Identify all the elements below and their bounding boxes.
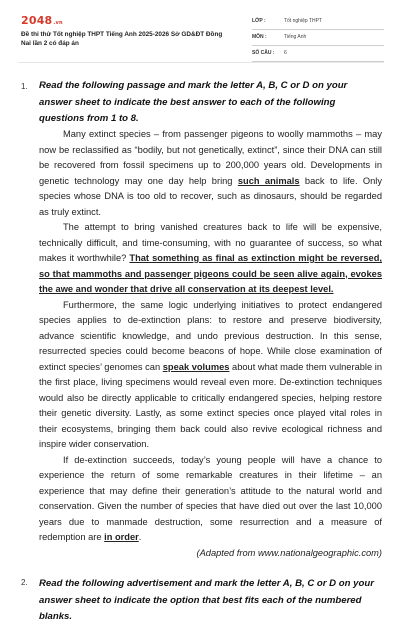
exam-meta-table: [252, 14, 384, 62]
passage-text: Many extinct species – from passenger pigeons to woolly mammoths – may now be reclassified as “bodily, but not genetically, extinct”, since their DNA can still be recovered from fossil specimens up to 200,000 years old. Developments in genetic technology may one day help bring: [39, 129, 382, 186]
passage-text: .: [138, 532, 142, 542]
passage-paragraph: [39, 453, 382, 546]
document-title: Đề thi thử Tốt nghiệp THPT Tiếng Anh 2025-2026 Sở GD&ĐT Đồng Nai lần 2 có đáp án: [21, 31, 223, 47]
page-header: [0, 0, 400, 60]
meta-value: Tiếng Anh: [284, 34, 307, 40]
underlined-phrase: in order: [104, 532, 139, 542]
logo-text: 2048: [21, 14, 53, 27]
question-instruction: Read the following advertisement and mark the letter A, B, C or D on your answer sheet to indicate the option that best fits each of the numbered blanks.: [39, 578, 374, 622]
passage-text: If de-extinction succeeds, today’s young people will have a chance to experience the return of some remarkable creatures in their lifetime – an experience that may define their generation’s attitude to the natural world and conservation. Given the number of species that have died out over the last 10,000 years due to manmade destruction, some resurrection and a measure of redemption are: [39, 454, 382, 542]
passage-paragraph: [39, 127, 382, 220]
question-instruction: Read the following passage and mark the letter A, B, C or D on your answer sheet to indicate the best answer to each of the following questions from 1 to 8.: [39, 80, 348, 124]
passage-text: Furthermore, the same logic underlying initiatives to protect endangered species applies to de-extinction plans: to restore and preserve biodiversity, advance scientific knowledge, and undo previous destruction. In this sense, resurrected species could become beacons of hope. While close examination of extinct species’ genomes can: [39, 299, 382, 372]
passage-paragraph: [39, 298, 382, 453]
logo-suffix: .vn: [53, 20, 63, 26]
meta-row-subject: [252, 30, 384, 46]
passage-paragraph: [39, 220, 382, 298]
meta-key: SỐ CÂU :: [252, 50, 275, 56]
underlined-phrase: speak volumes: [162, 361, 230, 372]
site-logo[interactable]: [21, 14, 63, 27]
reading-passage: [39, 127, 382, 561]
meta-value: 6: [284, 50, 287, 56]
underlined-sentence: That something as final as extinction might be reversed, so that mammoths and passenger pigeons could be seen alive again, evokes the awe and wonder that drive all conservation at its deepest level.: [39, 253, 382, 294]
passage-text: back to life. Only species whose DNA is too old to recover, such as dinosaurs, should be regarded as truly extinct.: [39, 175, 383, 217]
meta-key: MÔN :: [252, 34, 267, 40]
question-number: 1.: [21, 82, 28, 91]
passage-text: The attempt to bring vanished creatures back to life will be expensive, technically difficult, and time-consuming, with no guarantee of success, so what makes it worthwhile?: [39, 222, 382, 263]
passage-source: (Adapted from www.nationalgeographic.com): [196, 547, 382, 558]
header-divider: [18, 62, 384, 63]
underlined-phrase: such animals: [237, 175, 300, 186]
meta-row-class: [252, 14, 384, 30]
passage-text: about what made them vulnerable in the first place, living specimens would reveal even more. De-extinction techniques would also be directly applicable to critically endangered species, helping restore their genetic diversity. Lastly, as some extinct species once played vital roles in their ecosystems, bringing them back could also revive ecological richness and inspire wider conservation.: [39, 361, 382, 449]
question-number: 2.: [21, 578, 28, 587]
meta-row-count: [252, 46, 384, 62]
meta-value: Tốt nghiệp THPT: [284, 18, 322, 24]
meta-key: LỚP :: [252, 18, 266, 24]
